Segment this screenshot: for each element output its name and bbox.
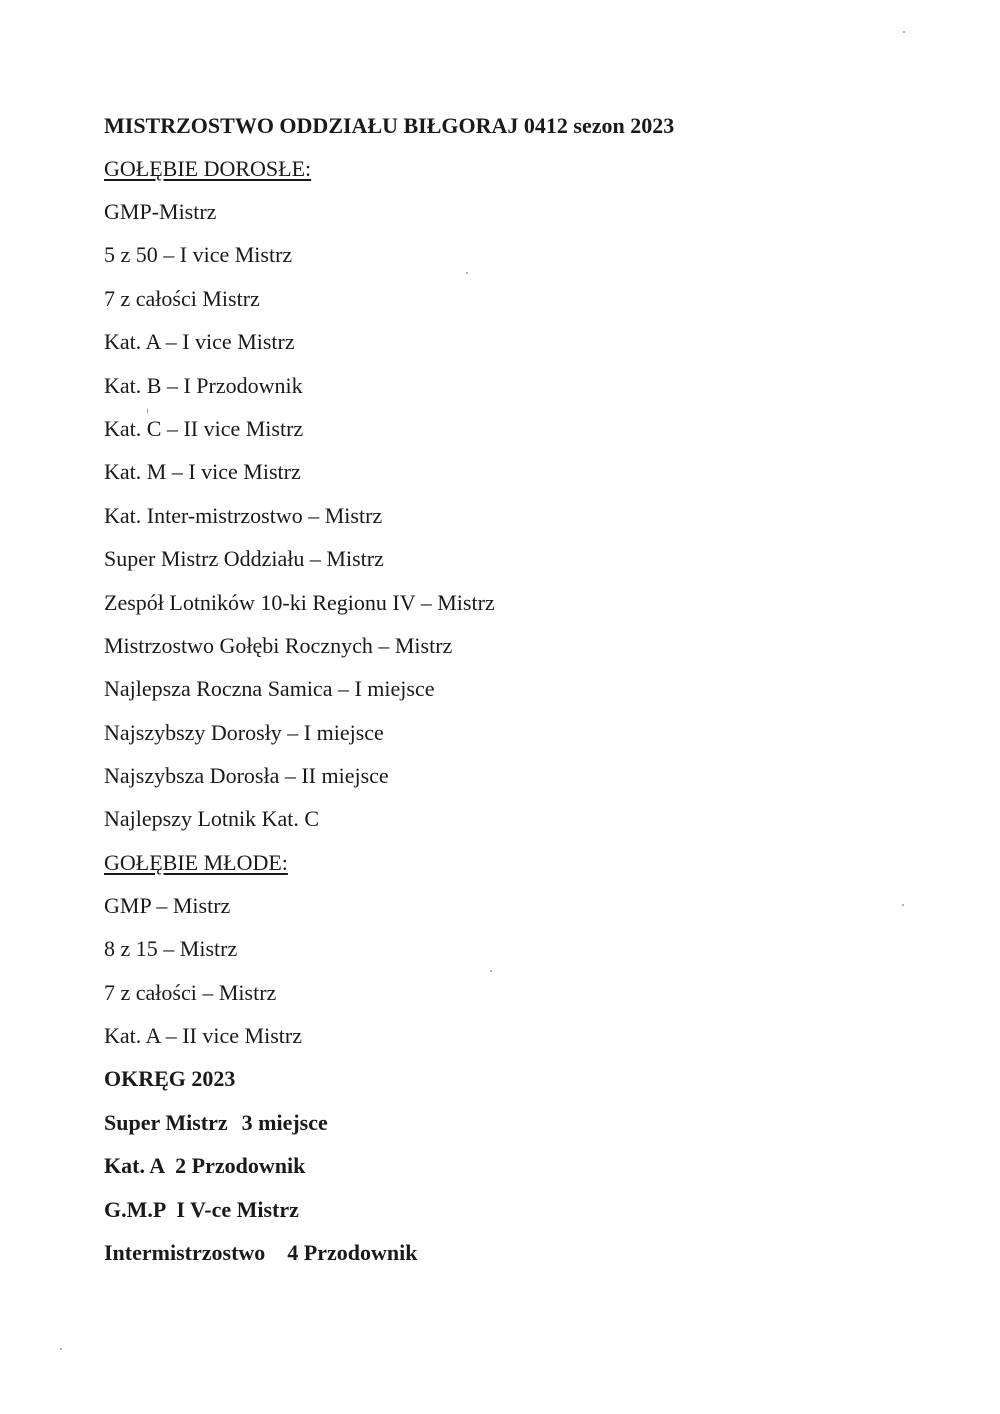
district-item-intermistrzostwo	[104, 1231, 964, 1274]
adult-item-5z50: 5 z 50 – I vice Mistrz	[104, 242, 293, 268]
adult-item-gmp: GMP-Mistrz	[104, 199, 217, 224]
young-item-7-z-calosci: 7 z całości – Mistrz	[104, 979, 277, 1005]
district-item-name: Super Mistrz	[104, 1109, 228, 1135]
document-page	[104, 104, 964, 1274]
young-pigeons-list	[104, 884, 964, 1058]
district-item-name: G.M.P	[104, 1196, 167, 1222]
district-item-name: Kat. A	[104, 1153, 166, 1179]
scan-speck	[60, 1348, 62, 1350]
district-item-super-mistrz	[104, 1101, 964, 1144]
adult-item-najszybszy-dorosly: Najszybszy Dorosły – I miejsce	[104, 719, 384, 745]
young-item-gmp: GMP – Mistrz	[104, 892, 231, 918]
adult-pigeons-heading: GOŁĘBIE DOROSŁE:	[104, 156, 312, 181]
district-list	[104, 1101, 964, 1275]
district-item-result: 4 Przodownik	[287, 1239, 418, 1265]
document-title: MISTRZOSTWO ODDZIAŁU BIŁGORAJ 0412 sezon 2023	[104, 113, 675, 138]
scan-speck	[902, 904, 904, 906]
adult-item-najszybsza-dorosla: Najszybsza Dorosła – II miejsce	[104, 763, 389, 789]
adult-item-kat-c: Kat. C – II vice Mistrz	[104, 415, 304, 441]
district-item-result: I V-ce Mistrz	[176, 1196, 299, 1222]
adult-item-mistrzostwo-rocznych: Mistrzostwo Gołębi Rocznych – Mistrz	[104, 632, 453, 658]
district-item-kat-a	[104, 1144, 964, 1187]
district-item-result: 3 miejsce	[241, 1109, 328, 1135]
adult-item-najlepszy-lotnik: Najlepszy Lotnik Kat. C	[104, 806, 320, 832]
district-item-gmp	[104, 1188, 964, 1231]
young-item-8z15: 8 z 15 – Mistrz	[104, 936, 238, 962]
adult-item-zespol-lotnikow: Zespół Lotników 10-ki Regionu IV – Mistrz	[104, 589, 495, 615]
adult-item-kat-m: Kat. M – I vice Mistrz	[104, 459, 301, 485]
scan-speck	[490, 970, 492, 972]
adult-item-kat-inter: Kat. Inter-mistrzostwo – Mistrz	[104, 502, 383, 528]
adult-item-super-mistrz: Super Mistrz Oddziału – Mistrz	[104, 546, 384, 572]
district-item-name: Intermistrzostwo	[104, 1239, 266, 1265]
adult-item-kat-a: Kat. A – I vice Mistrz	[104, 329, 295, 355]
young-item-kat-a: Kat. A – II vice Mistrz	[104, 1023, 302, 1049]
district-heading: OKRĘG 2023	[104, 1066, 236, 1092]
adult-pigeons-list	[104, 190, 964, 841]
young-pigeons-heading: GOŁĘBIE MŁODE:	[104, 849, 288, 875]
scan-speck	[903, 31, 905, 33]
adult-item-7-z-calosci: 7 z całości Mistrz	[104, 285, 260, 311]
scan-speck	[147, 408, 148, 414]
scan-speck	[466, 272, 468, 274]
district-item-result: 2 Przodownik	[175, 1153, 306, 1179]
adult-item-kat-b: Kat. B – I Przodownik	[104, 372, 303, 398]
adult-item-najlepsza-samica: Najlepsza Roczna Samica – I miejsce	[104, 676, 435, 702]
